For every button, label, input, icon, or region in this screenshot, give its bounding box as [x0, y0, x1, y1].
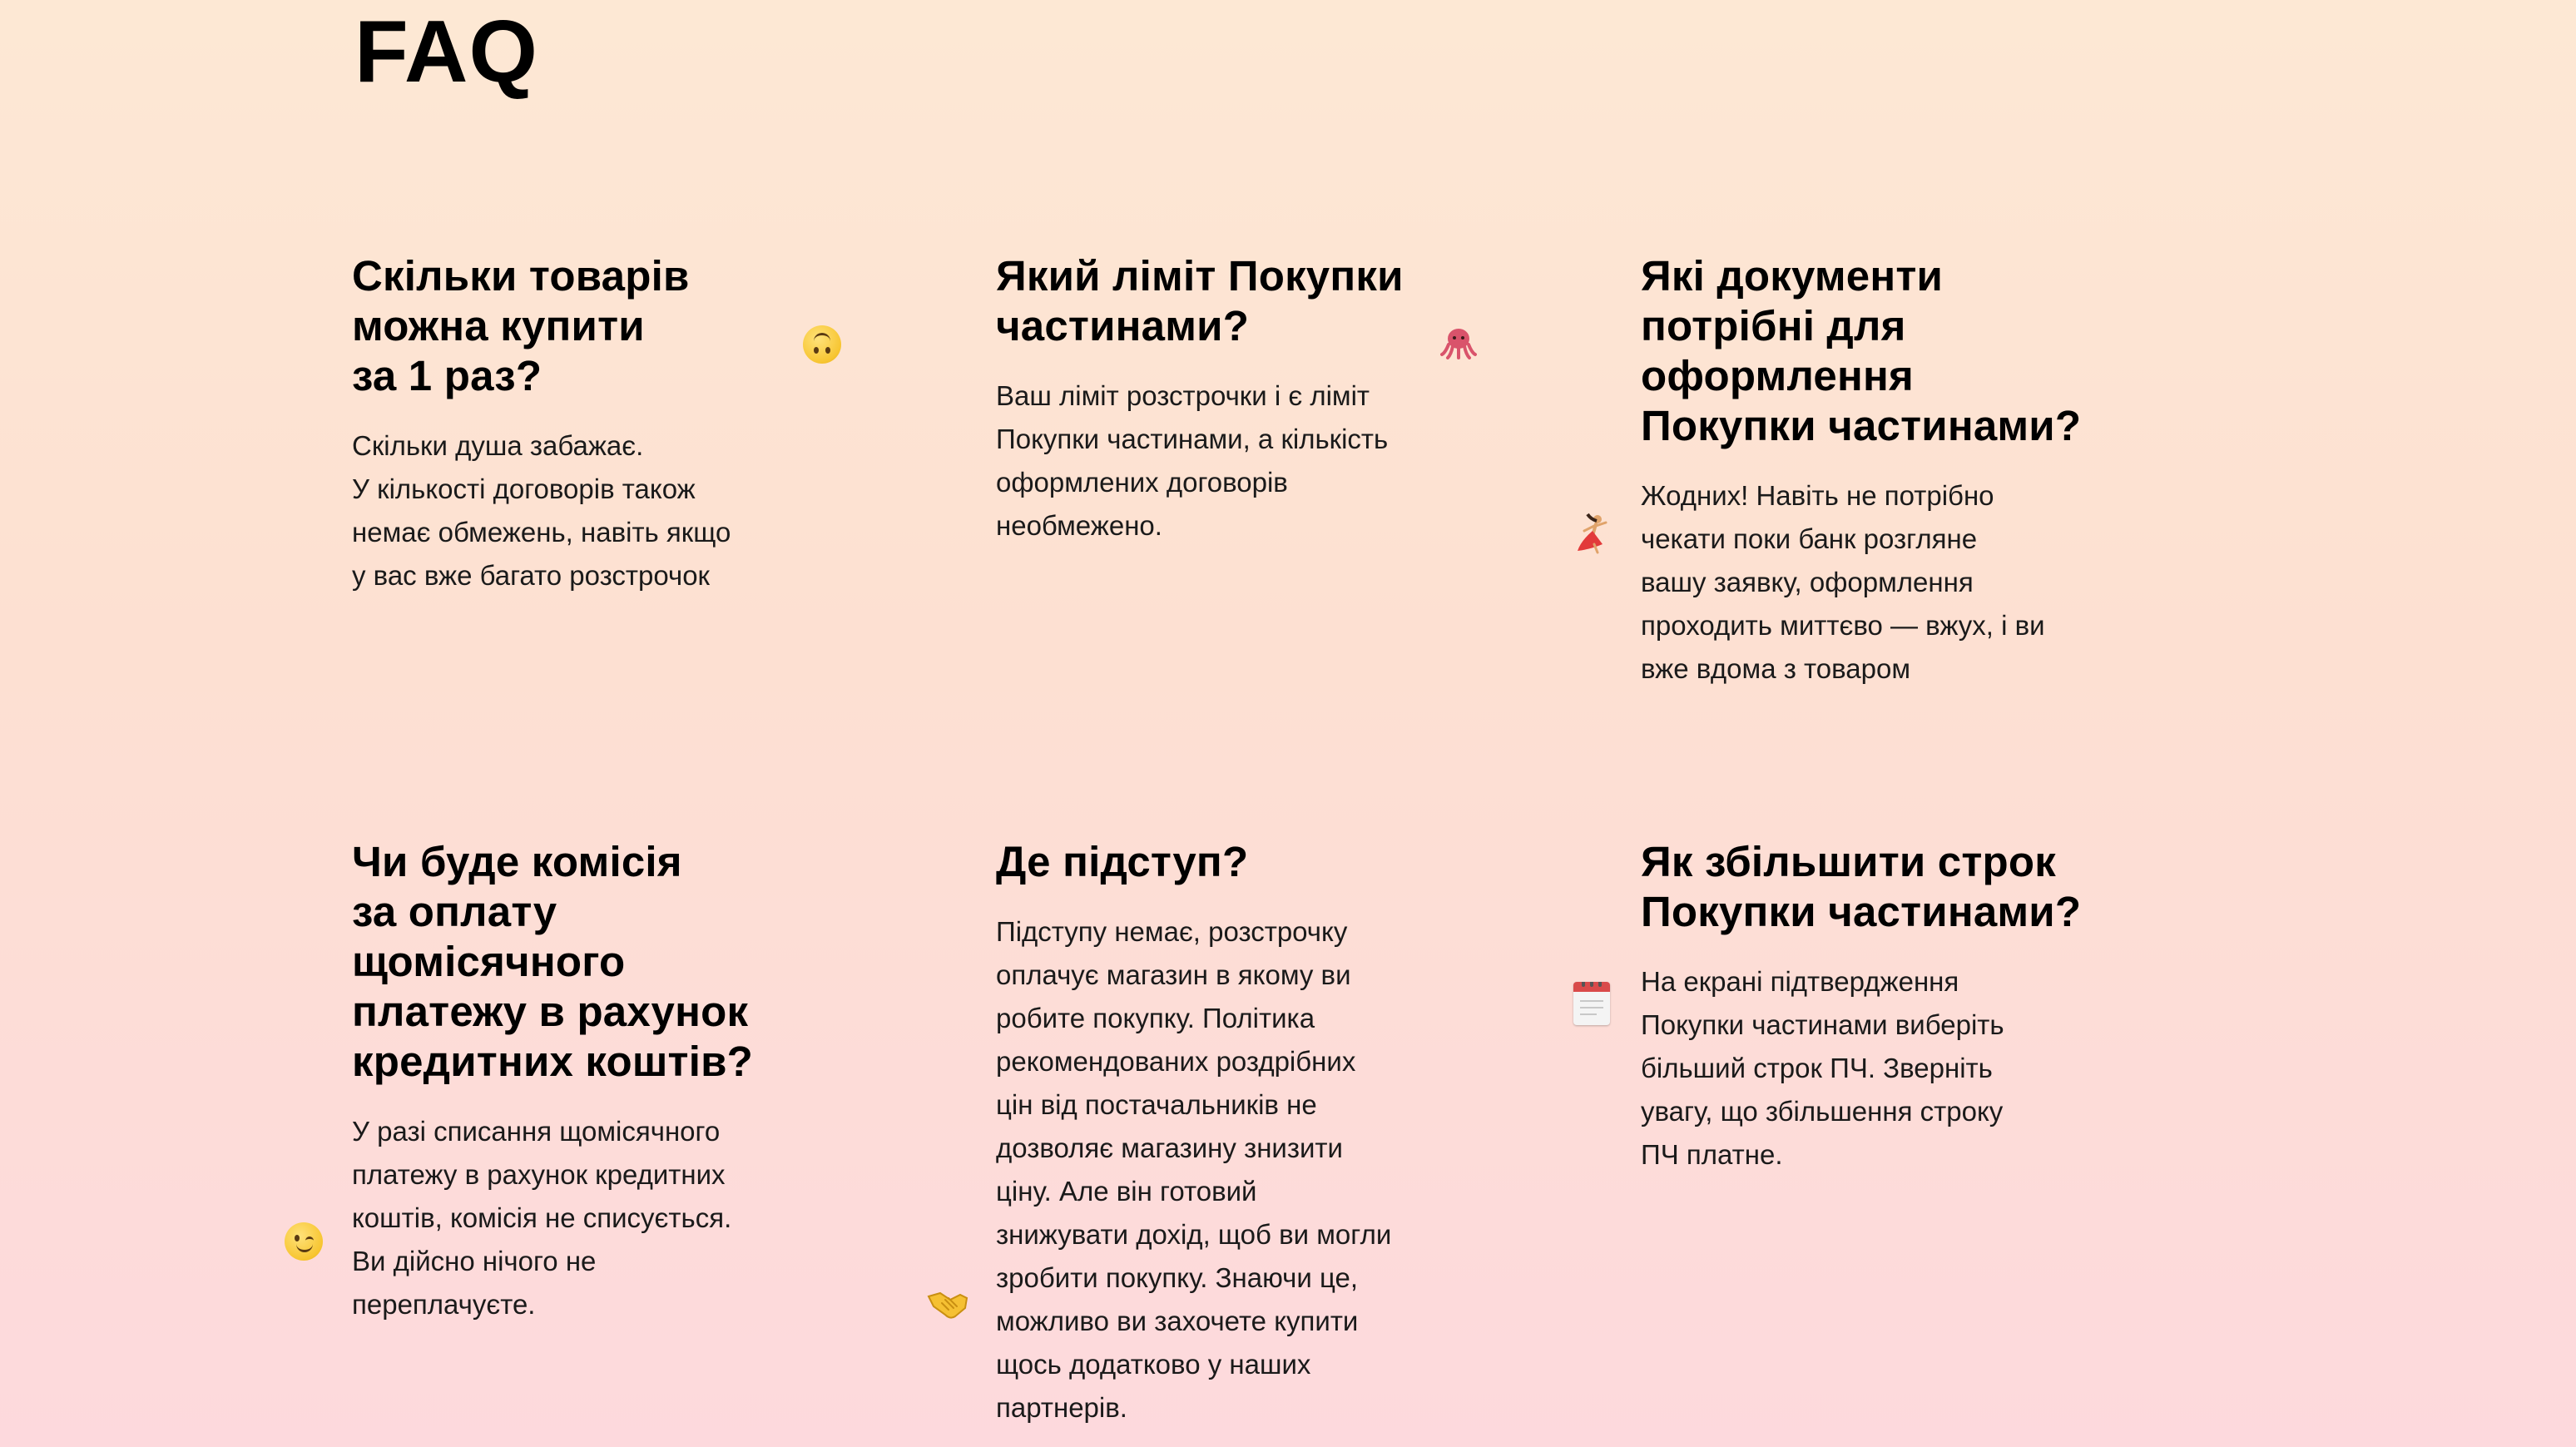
faq-question: Як збільшити строк Покупки частинами? [1641, 838, 2082, 935]
upside-down-face-icon [803, 325, 841, 364]
faq-item-commission [352, 837, 801, 1326]
faq-answer: Підступу немає, розстрочку оплачує магазин в якому ви робите покупку. Політика рекомендованих роздрібних цін від постачальників не дозволяє магазину знизити ціну. Але він готовий знижувати дохід, щоб ви могли зробити покупку. Знаючи це, можливо ви захочете купити щось додатково у наших партнерів. [996, 916, 1392, 1423]
faq-item-purchase-count [352, 251, 801, 597]
faq-item-documents [1641, 251, 2090, 691]
faq-question: Які документи потрібні для оформлення Покупки частинами? [1641, 252, 2082, 449]
page-title: FAQ [354, 2, 538, 101]
faq-answer: У разі списання щомісячного платежу в рахунок кредитних коштів, комісія не списується. Ви дійсно нічого не переплачуєте. [352, 1116, 732, 1320]
faq-question: Який ліміт Покупки частинами? [996, 252, 1404, 349]
dancer-icon [1573, 513, 1612, 554]
calendar-icon [1573, 982, 1610, 1025]
octopus-icon [1440, 326, 1477, 359]
faq-question: Де підступ? [996, 838, 1249, 885]
faq-item-catch [996, 837, 1445, 1430]
winking-face-icon [285, 1222, 323, 1261]
faq-item-extend-term [1641, 837, 2090, 1177]
faq-answer: На екрані підтвердження Покупки частинами виберіть більший строк ПЧ. Зверніть увагу, що збільшення строку ПЧ платне. [1641, 966, 2004, 1170]
faq-answer: Ваш ліміт розстрочки і є ліміт Покупки частинами, а кількість оформлених договорів необмежено. [996, 380, 1389, 541]
handshake-icon [927, 1286, 968, 1321]
faq-item-limit [996, 251, 1445, 548]
faq-question: Скільки товарів можна купити за 1 раз? [352, 252, 690, 399]
faq-question: Чи буде комісія за оплату щомісячного платежу в рахунок кредитних коштів? [352, 838, 753, 1085]
faq-answer: Жодних! Навіть не потрібно чекати поки банк розгляне вашу заявку, оформлення проходить миттєво — вжух, і ви вже вдома з товаром [1641, 480, 2045, 684]
faq-answer: Скільки душа забажає. У кількості договорів також немає обмежень, навіть якщо у вас вже багато розстрочок [352, 430, 731, 591]
